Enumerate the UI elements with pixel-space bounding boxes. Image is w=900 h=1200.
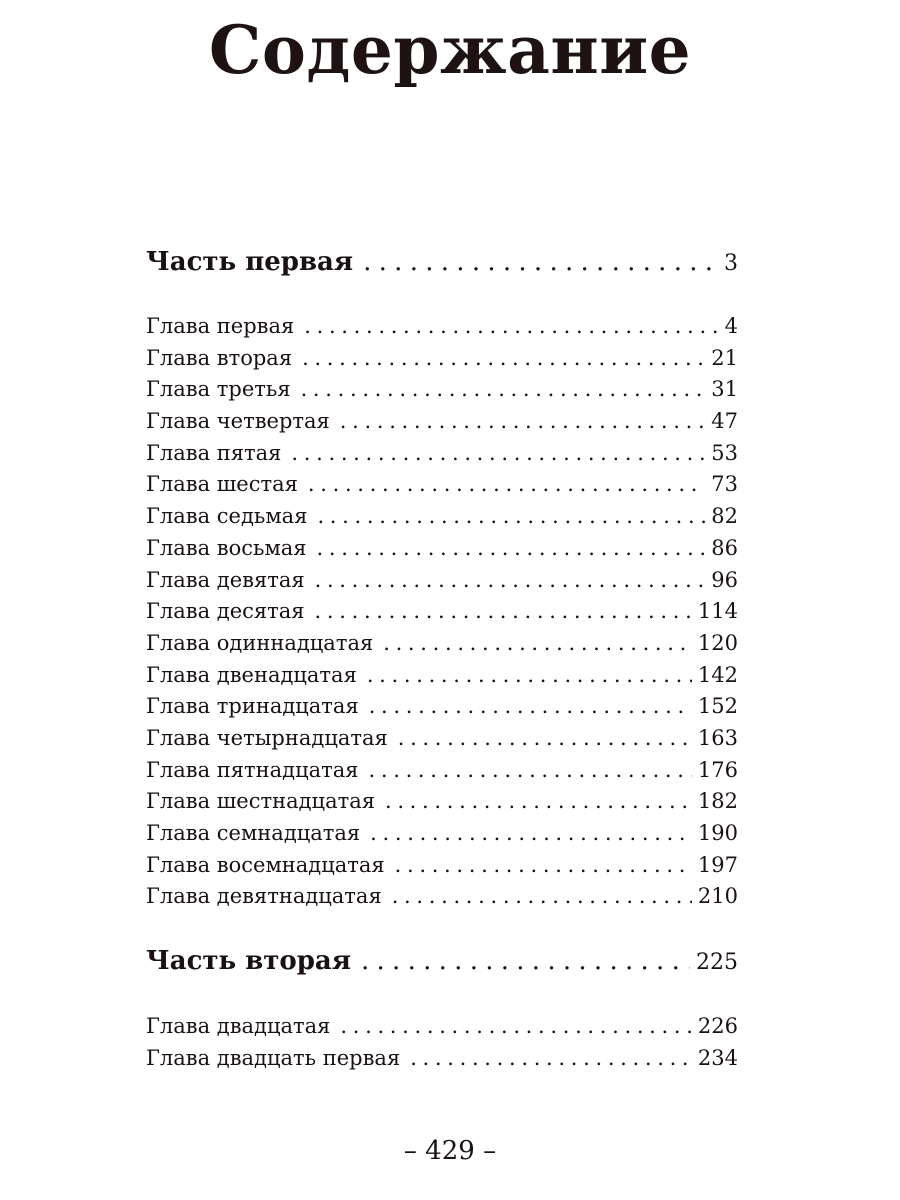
toc-chapter-entry[interactable] — [146, 628, 738, 660]
toc-chapter-entry[interactable] — [146, 755, 738, 787]
toc-chapters-part-1 — [146, 311, 738, 913]
chapter-title: Глава двенадцатая — [146, 662, 357, 687]
part-title: Часть первая — [146, 247, 354, 277]
chapter-page-number: 47 — [711, 409, 738, 434]
chapter-page-number: 176 — [697, 757, 738, 782]
toc-chapter-entry[interactable] — [146, 1043, 738, 1075]
chapter-title: Глава шестая — [146, 472, 298, 497]
dot-leader — [410, 1043, 692, 1075]
dot-leader — [369, 755, 692, 787]
chapter-page-number: 152 — [697, 694, 738, 719]
chapter-title: Глава девятнадцатая — [146, 884, 382, 909]
chapter-title: Глава шестнадцатая — [146, 789, 375, 814]
dot-leader — [291, 438, 705, 470]
chapter-page-number: 96 — [711, 567, 738, 592]
chapter-page-number: 163 — [697, 725, 738, 750]
dot-leader — [385, 786, 692, 818]
toc-chapters-part-2 — [146, 1011, 738, 1074]
chapter-page-number: 210 — [697, 884, 738, 909]
dot-leader — [369, 691, 692, 723]
dot-leader — [340, 1011, 692, 1043]
dot-leader — [370, 818, 692, 850]
chapter-title: Глава третья — [146, 377, 291, 402]
toc-chapter-entry[interactable] — [146, 438, 738, 470]
chapter-title: Глава восемнадцатая — [146, 852, 385, 877]
dot-leader — [398, 723, 692, 755]
dot-leader — [304, 311, 718, 343]
toc-chapter-entry[interactable] — [146, 660, 738, 692]
toc-part-entry[interactable] — [146, 242, 738, 282]
chapter-title: Глава семнадцатая — [146, 821, 361, 845]
toc-chapter-entry[interactable] — [146, 691, 738, 723]
dot-leader — [315, 596, 692, 628]
dot-leader — [340, 406, 705, 438]
dot-leader — [317, 501, 705, 533]
dot-leader — [367, 660, 692, 692]
chapter-page-number: 53 — [711, 440, 738, 465]
page-title: Содержание — [208, 11, 692, 89]
dot-leader — [363, 242, 718, 282]
chapter-title: Глава девятая — [146, 567, 305, 592]
chapter-title: Глава седьмая — [146, 504, 308, 529]
part-page-number: 3 — [724, 251, 738, 276]
toc-chapter-entry[interactable] — [146, 501, 738, 533]
toc-chapter-entry[interactable] — [146, 786, 738, 818]
chapter-page-number: 226 — [697, 1014, 738, 1038]
chapter-page-number: 190 — [697, 821, 738, 845]
dot-leader — [301, 374, 706, 406]
toc-chapter-entry[interactable] — [146, 596, 738, 628]
chapter-title: Глава вторая — [146, 345, 293, 370]
dot-leader — [392, 881, 692, 913]
toc-chapter-entry[interactable] — [146, 818, 738, 850]
toc-chapter-entry[interactable] — [146, 1011, 738, 1043]
chapter-title: Глава первая — [146, 314, 295, 338]
chapter-page-number: 182 — [697, 789, 738, 814]
chapter-page-number: 4 — [724, 314, 738, 338]
dot-leader — [308, 469, 705, 501]
chapter-page-number: 31 — [711, 377, 738, 402]
dot-leader — [317, 533, 706, 565]
chapter-page-number: 120 — [697, 630, 738, 655]
toc-chapter-entry[interactable] — [146, 406, 738, 438]
toc-part-2 — [146, 941, 738, 981]
chapter-page-number: 73 — [711, 472, 738, 497]
chapter-title: Глава тринадцатая — [146, 694, 359, 719]
toc-chapter-entry[interactable] — [146, 374, 738, 406]
chapter-page-number: 86 — [711, 535, 738, 560]
chapter-title: Глава одиннадцатая — [146, 630, 374, 655]
chapter-title: Глава двадцатая — [146, 1014, 331, 1038]
dot-leader — [383, 628, 692, 660]
chapter-title: Глава десятая — [146, 599, 305, 624]
toc-chapter-entry[interactable] — [146, 565, 738, 597]
toc-chapter-entry[interactable] — [146, 723, 738, 755]
chapter-title: Глава четвертая — [146, 409, 330, 434]
chapter-page-number: 114 — [697, 599, 738, 624]
chapter-title: Глава четырнадцатая — [146, 725, 388, 750]
chapter-title: Глава пятнадцатая — [146, 757, 359, 782]
toc-chapter-entry[interactable] — [146, 533, 738, 565]
page-number: – 429 – — [403, 1136, 497, 1166]
chapter-page-number: 234 — [697, 1045, 738, 1070]
chapter-page-number: 82 — [711, 504, 738, 529]
toc-chapter-entry[interactable] — [146, 881, 738, 913]
toc-chapter-entry[interactable] — [146, 469, 738, 501]
part-page-number: 225 — [696, 950, 738, 975]
chapter-page-number: 197 — [697, 852, 738, 877]
dot-leader — [315, 565, 706, 597]
toc-chapter-entry[interactable] — [146, 850, 738, 882]
toc-chapter-entry[interactable] — [146, 343, 738, 375]
toc-chapter-entry[interactable] — [146, 311, 738, 343]
dot-leader — [395, 850, 692, 882]
chapter-title: Глава двадцать первая — [146, 1045, 401, 1070]
part-title: Часть вторая — [146, 946, 351, 976]
dot-leader — [302, 343, 705, 375]
toc-part-1 — [146, 242, 738, 282]
chapter-title: Глава пятая — [146, 440, 282, 465]
chapter-page-number: 21 — [711, 345, 738, 370]
dot-leader — [361, 941, 690, 981]
chapter-page-number: 142 — [697, 662, 738, 687]
chapter-title: Глава восьмая — [146, 535, 307, 560]
toc-part-entry[interactable] — [146, 941, 738, 981]
